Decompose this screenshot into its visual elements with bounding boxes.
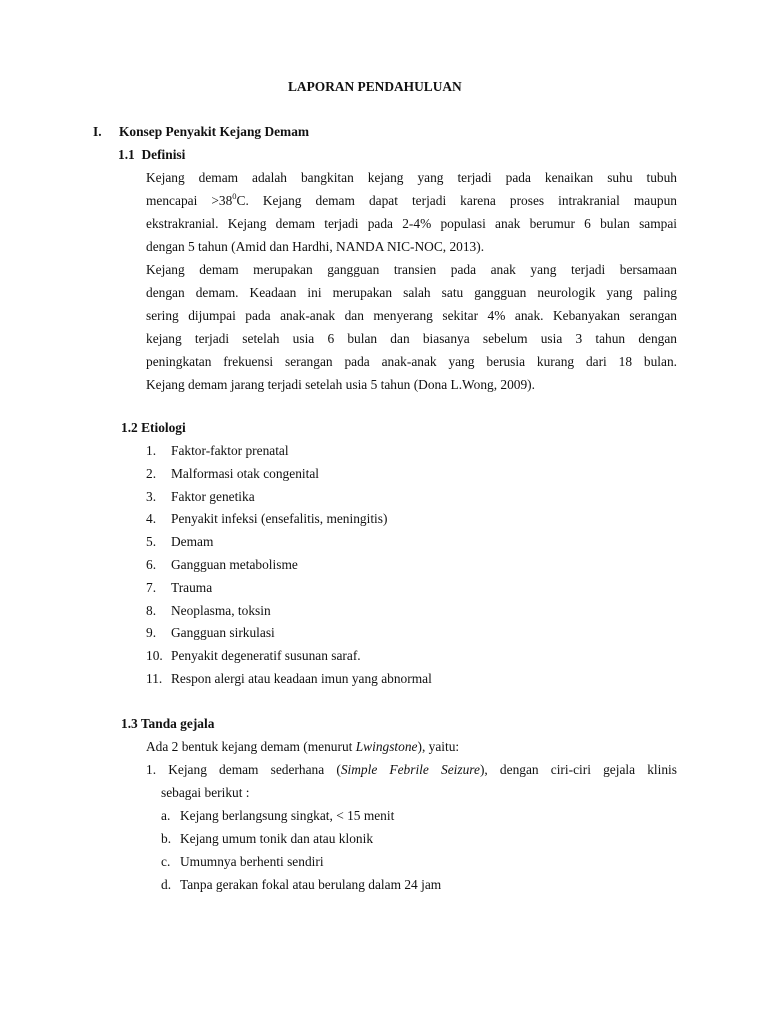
etiologi-item-number: 3.: [146, 488, 157, 504]
etiologi-item: [146, 534, 213, 550]
definisi-p1-line4: dengan 5 tahun (Amid dan Hardhi, NANDA NIC-NOC, 2013).: [146, 239, 485, 254]
tanda-sub-item-text: Kejang umum tonik dan atau klonik: [180, 831, 374, 846]
tanda-sub-item-letter: c.: [161, 854, 171, 869]
etiologi-item: [146, 603, 271, 619]
etiologi-item-number: 5.: [146, 534, 157, 550]
section-number: I.: [93, 124, 102, 139]
etiologi-item-text: Trauma: [171, 579, 213, 595]
definisi-p1-line2-b: C. Kejang demam dapat terjadi karena proses intrakranial maupun: [236, 193, 677, 208]
etiologi-item-number: 10.: [146, 648, 163, 664]
etiologi-item-number: 4.: [146, 511, 157, 527]
tanda-item1-line1: [146, 762, 677, 778]
etiologi-item: [146, 489, 255, 505]
tanda-sub-item-letter: b.: [161, 831, 172, 846]
definisi-p2-line3: sering dijumpai pada anak-anak dan menyerang sekitar 4% anak. Kebanyakan serangan: [146, 308, 677, 323]
definisi-number: 1.1: [118, 147, 135, 162]
etiologi-item: [146, 557, 298, 573]
tanda-sub-item-letter: d.: [161, 877, 172, 892]
tanda-sub-item-letter: a.: [161, 808, 171, 823]
tanda-sub-item-text: Tanpa gerakan fokal atau berulang dalam 24 jam: [180, 877, 442, 892]
tanda-heading: 1.3 Tanda gejala: [121, 716, 215, 731]
etiologi-item-text: Gangguan metabolisme: [171, 557, 298, 572]
etiologi-item-number: 7.: [146, 579, 157, 595]
tanda-sub-item: [161, 808, 394, 824]
etiologi-item-number: 11.: [146, 671, 163, 686]
etiologi-item-text: Demam: [171, 534, 214, 550]
definisi-p1-line1: Kejang demam adalah bangkitan kejang yang terjadi pada kenaikan suhu tubuh: [146, 170, 677, 185]
definisi-heading: [118, 147, 185, 163]
etiologi-item: [146, 671, 432, 687]
tanda-sub-item-text: Kejang berlangsung singkat, < 15 menit: [180, 808, 395, 823]
tanda-item1-italic: Simple Febrile Seizure: [340, 762, 480, 777]
definisi-title: Definisi: [141, 147, 186, 162]
definisi-p2-line4: kejang terjadi setelah usia 6 bulan dan biasanya sebelum usia 3 tahun dengan: [146, 331, 677, 346]
etiologi-item: [146, 580, 212, 596]
etiologi-item-text: Gangguan sirkulasi: [171, 625, 275, 641]
definisi-p2-line2: dengan demam. Keadaan ini merupakan salah satu gangguan neurologik yang paling: [146, 285, 677, 300]
etiologi-item: [146, 511, 387, 527]
definisi-p1-line2: [146, 190, 677, 209]
tanda-intro: [146, 739, 459, 755]
tanda-sub-item: [161, 854, 324, 870]
etiologi-item-number: 8.: [146, 602, 157, 618]
tanda-sub-item-text: Umumnya berhenti sendiri: [180, 854, 324, 869]
etiologi-item-number: 9.: [146, 625, 157, 641]
etiologi-item-text: Faktor-faktor prenatal: [171, 443, 289, 458]
etiologi-item-text: Respon alergi atau keadaan imun yang abnormal: [171, 671, 432, 686]
tanda-intro-a: Ada 2 bentuk kejang demam (menurut: [146, 739, 356, 754]
etiologi-item-number: 1.: [146, 443, 157, 458]
etiologi-item-text: Penyakit infeksi (ensefalitis, meningitis): [171, 511, 388, 527]
section-heading: [93, 124, 309, 140]
etiologi-item-text: Malformasi otak congenital: [171, 465, 319, 481]
definisi-p2-line5: peningkatan frekuensi serangan pada anak-anak yang berusia kurang dari 18 bulan.: [146, 354, 677, 369]
degree-superscript: 0: [232, 190, 237, 201]
etiologi-item-text: Penyakit degeneratif susunan saraf.: [171, 648, 361, 664]
etiologi-item-text: Neoplasma, toksin: [171, 602, 271, 618]
definisi-p1-line2-a: mencapai >38: [146, 193, 233, 208]
etiologi-item-text: Faktor genetika: [171, 488, 255, 504]
etiologi-item: [146, 443, 289, 459]
doc-title: LAPORAN PENDAHULUAN: [288, 79, 462, 94]
etiologi-item: [146, 648, 361, 664]
etiologi-item-number: 6.: [146, 557, 157, 572]
tanda-item1-b: ), dengan ciri-ciri gejala klinis: [479, 762, 677, 777]
etiologi-heading: 1.2 Etiologi: [121, 420, 186, 435]
definisi-p2-line6: Kejang demam jarang terjadi setelah usia 5 tahun (Dona L.Wong, 2009).: [146, 377, 535, 392]
tanda-intro-b: ), yaitu:: [417, 739, 460, 754]
tanda-item1-a: 1. Kejang demam sederhana (: [146, 762, 341, 777]
etiologi-item: [146, 466, 319, 482]
tanda-sub-item: [161, 877, 441, 893]
definisi-p1-line3: ekstrakranial. Kejang demam terjadi pada 2-4% populasi anak berumur 6 bulan sampai: [146, 216, 677, 231]
etiologi-item-number: 2.: [146, 465, 157, 481]
definisi-p2-line1: Kejang demam merupakan gangguan transien pada anak yang terjadi bersamaan: [146, 262, 677, 277]
section-title: Konsep Penyakit Kejang Demam: [119, 124, 310, 139]
etiologi-item: [146, 625, 275, 641]
tanda-intro-italic: Lwingstone: [355, 739, 418, 754]
tanda-sub-item: [161, 831, 373, 847]
tanda-item1-line2: sebagai berikut :: [161, 785, 250, 800]
